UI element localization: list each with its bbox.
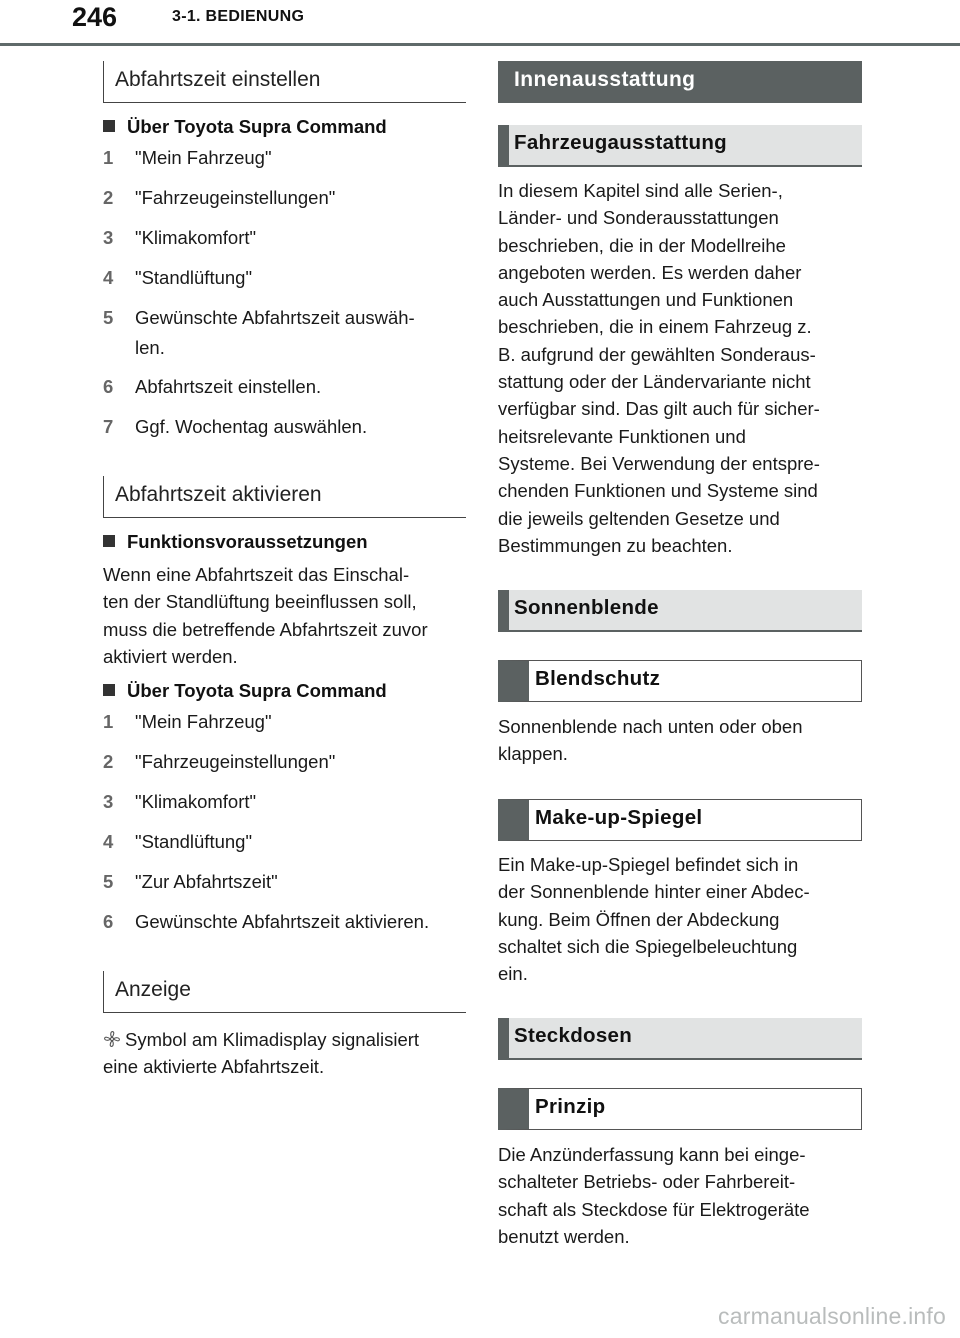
page-number: 246	[72, 2, 118, 32]
section-heading-sonnenblende: Sonnenblende	[498, 590, 862, 632]
section-heading-abfahrtszeit-aktivieren: Abfahrtszeit aktivieren	[103, 476, 466, 518]
subheading-supra-command: Über Toyota Supra Command	[103, 116, 387, 138]
chapter-title: 3-1. BEDIENUNG	[172, 8, 305, 25]
paragraph-anzeige: Symbol am Klimadisplay signalisiert eine aktivierte Abfahrtszeit.	[103, 1029, 420, 1078]
paragraph-fahrzeugausstattung: In diesem Kapitel sind alle Serien-, Länder- und Sonderausstattungen beschrieben, die in der Modellreihe angeboten werden. Es werden daher auch Ausstattungen und Funktionen beschrieben, die in einem Fahrzeug z. B. aufgrund der gewählten Sonderaus- stattung oder der Ländervariante nicht verfügbar sind. Das gilt auch für sicher- heitsrelevante Funktionen und Systeme. Bei Verwendung der entspre- chenden Funktionen und Systeme sind die jeweils geltenden Gesetze und Bestimmungen zu beachten.	[498, 180, 820, 556]
paragraph-funktionsvoraussetzungen: Wenn eine Abfahrtszeit das Einschal- ten der Standlüftung beeinflussen soll, muss die betreffende Abfahrtszeit zuvor aktiviert werden.	[103, 564, 428, 667]
section-heading-abfahrtszeit-einstellen: Abfahrtszeit einstellen	[103, 61, 466, 103]
fan-icon	[103, 1030, 121, 1048]
paragraph-make-up-spiegel: Ein Make-up-Spiegel befindet sich in der Sonnenblende hinter einer Abdec- kung. Beim Öffnen der Abdeckung schaltet sich die Spiegelbeleuchtung ein.	[498, 854, 810, 985]
header-rule	[0, 43, 960, 46]
subsection-heading-blendschutz: Blendschutz	[498, 660, 862, 702]
paragraph-blendschutz: Sonnenblende nach unten oder oben klappen.	[498, 716, 803, 765]
bullet-square-icon	[103, 120, 115, 132]
paragraph-prinzip: Die Anzünderfassung kann bei einge- schalteter Betriebs- oder Fahrbereit- schaft als Steckdose für Elektrogeräte benutzt werden.	[498, 1144, 810, 1247]
section-heading-anzeige: Anzeige	[103, 971, 466, 1013]
chapter-heading-innenausstattung: Innenausstattung	[498, 61, 862, 103]
subheading-funktionsvoraussetzungen: Funktionsvoraussetzungen	[103, 531, 368, 553]
subsection-heading-make-up-spiegel: Make-up-Spiegel	[498, 799, 862, 841]
section-heading-steckdosen: Steckdosen	[498, 1018, 862, 1060]
bullet-square-icon	[103, 684, 115, 696]
bullet-square-icon	[103, 535, 115, 547]
page-header	[0, 0, 960, 48]
subheading-supra-command: Über Toyota Supra Command	[103, 680, 387, 702]
subsection-heading-prinzip: Prinzip	[498, 1088, 862, 1130]
section-heading-fahrzeugausstattung: Fahrzeugausstattung	[498, 125, 862, 167]
watermark: carmanualsonline.info	[718, 1303, 946, 1329]
